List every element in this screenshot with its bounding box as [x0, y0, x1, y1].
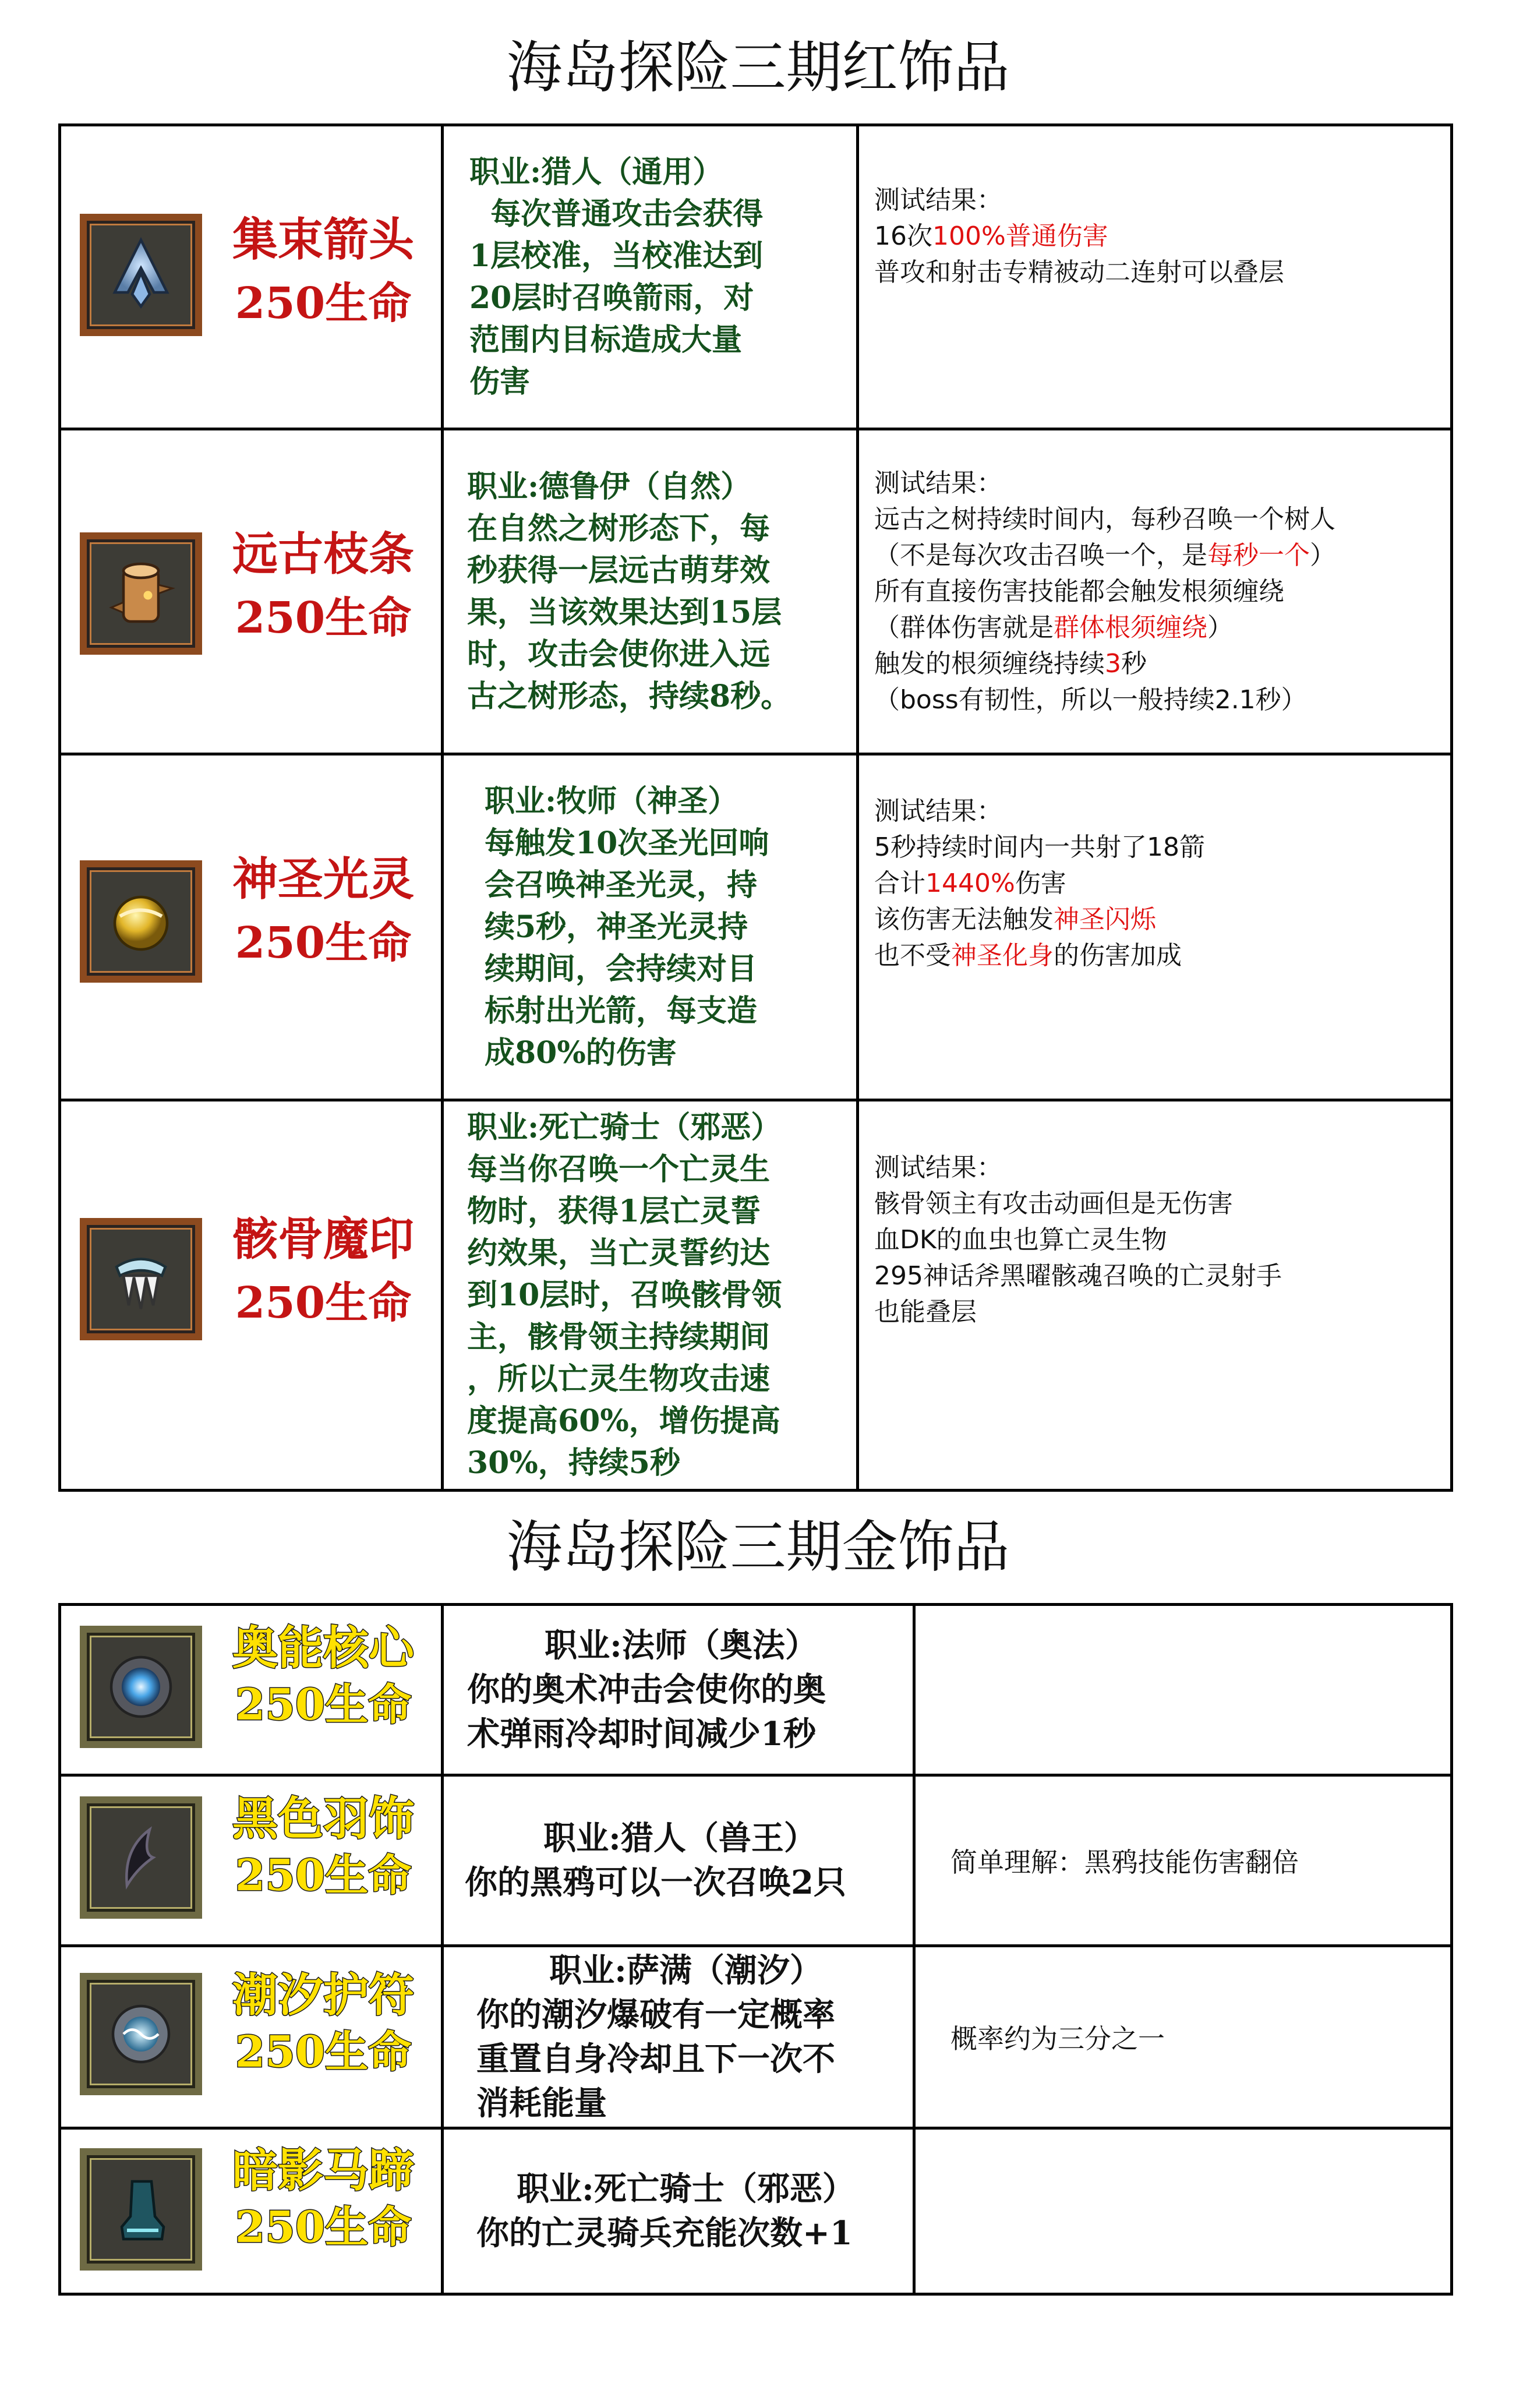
test-line: 远古之树持续时间内，每秒召唤一个树人 [874, 504, 1335, 534]
item-name: 暗影马蹄 250生命 [232, 2144, 414, 2252]
bone-claw-icon [80, 1218, 202, 1340]
note-cell [914, 1775, 1452, 1946]
table-row [60, 1605, 1452, 1775]
note-text: 简单理解：黑鸦技能伤害翻倍 [950, 1846, 1299, 1878]
item-name: 黑色羽饰 250生命 [232, 1792, 414, 1901]
item-name: 奥能核心 250生命 [232, 1622, 414, 1730]
skill-description: 职业:死亡骑士（邪恶） 你的亡灵骑兵充能次数+1 [443, 2128, 914, 2294]
gold-section-title: 海岛探险三期金饰品 [506, 1514, 1010, 1580]
table-row [60, 2128, 1452, 2294]
test-line: 血DK的血虫也算亡灵生物 [874, 1224, 1167, 1255]
test-line: 测试结果： [874, 796, 1002, 826]
item-cell [60, 1100, 443, 1491]
skill-description: 职业:萨满（潮汐） 你的潮汐爆破有一定概率 重置自身冷却且下一次不 消耗能量 [443, 1946, 914, 2128]
test-line: 测试结果： [874, 185, 1002, 215]
note-cell [914, 1605, 1452, 1775]
test-line: 该伤害无法触发神圣闪烁 [874, 904, 1156, 934]
golden-orb-icon [80, 860, 202, 983]
highlight-text: 1440% [925, 868, 1015, 898]
arrow-emblem-icon [80, 214, 202, 336]
table-row [60, 1775, 1452, 1946]
red-section-title: 海岛探险三期红饰品 [506, 35, 1010, 100]
test-line: 触发的根须缠绕持续3秒 [874, 648, 1147, 679]
item-cell [60, 429, 443, 754]
shadow-hoof-icon [80, 2148, 202, 2271]
item-name: 潮汐护符 250生命 [232, 1969, 414, 2077]
test-result [858, 125, 1452, 429]
test-line: 测试结果： [874, 1152, 1002, 1182]
item-cell [60, 2128, 443, 2294]
note-cell [914, 2128, 1452, 2294]
test-line: （不是每次攻击召唤一个，是每秒一个） [874, 540, 1335, 570]
test-line: 5秒持续时间内一共射了18箭 [874, 832, 1205, 862]
test-line: 合计1440%伤害 [874, 868, 1066, 898]
item-cell [60, 754, 443, 1100]
table-row [60, 125, 1452, 429]
item-cell [60, 1775, 443, 1946]
test-line: （boss有韧性，所以一般持续2.1秒） [874, 684, 1307, 715]
test-line: 测试结果： [874, 468, 1002, 498]
item-name: 骸骨魔印 250生命 [232, 1213, 414, 1328]
item-cell [60, 1946, 443, 2128]
table-row [60, 1946, 1452, 2128]
test-line: 16次100%普通伤害 [874, 221, 1108, 251]
skill-description: 职业:猎人（通用） 每次普通攻击会获得 1层校准，当校准达到 20层时召唤箭雨，对 范围内目标造成大量 伤害 [443, 125, 858, 429]
tidal-charm-icon [80, 1973, 202, 2095]
item-cell [60, 125, 443, 429]
gold-accessory-table [58, 1603, 1453, 2296]
test-line: （群体伤害就是群体根须缠绕） [874, 612, 1233, 642]
skill-description: 职业:法师（奥法） 你的奥术冲击会使你的奥 术弹雨冷却时间减少1秒 [443, 1605, 914, 1775]
highlight-text: 100%普通伤害 [932, 221, 1108, 251]
test-result [858, 1100, 1452, 1491]
highlight-text: 每秒一个 [1207, 540, 1310, 570]
test-result [858, 429, 1452, 754]
tree-stump-icon [80, 532, 202, 655]
test-line: 也能叠层 [874, 1297, 977, 1327]
skill-description: 职业:牧师（神圣） 每触发10次圣光回响 会召唤神圣光灵，持 续5秒，神圣光灵持 续期间，会持续对目 标射出光箭，每支造 成80%的伤害 [443, 754, 858, 1100]
item-name: 集束箭头 250生命 [232, 213, 414, 329]
item-name: 远古枝条 250生命 [232, 528, 414, 643]
test-line: 295神话斧黑曜骸魂召唤的亡灵射手 [874, 1261, 1282, 1291]
note-cell [914, 1946, 1452, 2128]
arcane-core-icon [80, 1626, 202, 1748]
item-name: 神圣光灵 250生命 [232, 853, 414, 968]
test-line: 所有直接伤害技能都会触发根须缠绕 [874, 576, 1284, 606]
table-row [60, 1100, 1452, 1491]
table-row [60, 754, 1452, 1100]
skill-description: 职业:德鲁伊（自然） 在自然之树形态下，每 秒获得一层远古萌芽效 果，当该效果达到15层 时，攻击会使你进入远 古之树形态，持续8秒。 [443, 429, 858, 754]
highlight-text: 3 [1105, 648, 1121, 679]
table-row [60, 429, 1452, 754]
black-feather-icon [80, 1796, 202, 1919]
red-accessory-table [58, 123, 1453, 1492]
test-line: 骸骨领主有攻击动画但是无伤害 [874, 1188, 1233, 1219]
highlight-text: 群体根须缠绕 [1054, 612, 1207, 642]
highlight-text: 神圣闪烁 [1054, 904, 1156, 934]
test-line: 普攻和射击专精被动二连射可以叠层 [874, 257, 1284, 287]
item-cell [60, 1605, 443, 1775]
skill-description: 职业:猎人（兽王） 你的黑鸦可以一次召唤2只 [443, 1775, 914, 1946]
highlight-text: 神圣化身 [951, 940, 1054, 970]
test-line: 也不受神圣化身的伤害加成 [874, 940, 1182, 970]
test-result [858, 754, 1452, 1100]
skill-description: 职业:死亡骑士（邪恶） 每当你召唤一个亡灵生 物时，获得1层亡灵誓 约效果，当亡灵誓约达 到10层时，召唤骸骨领 主，骸骨领主持续期间 ，所以亡灵生物攻击速 度提高60%，增伤提高 30%，持续5秒 [443, 1100, 858, 1491]
note-text: 概率约为三分之一 [950, 2023, 1165, 2054]
